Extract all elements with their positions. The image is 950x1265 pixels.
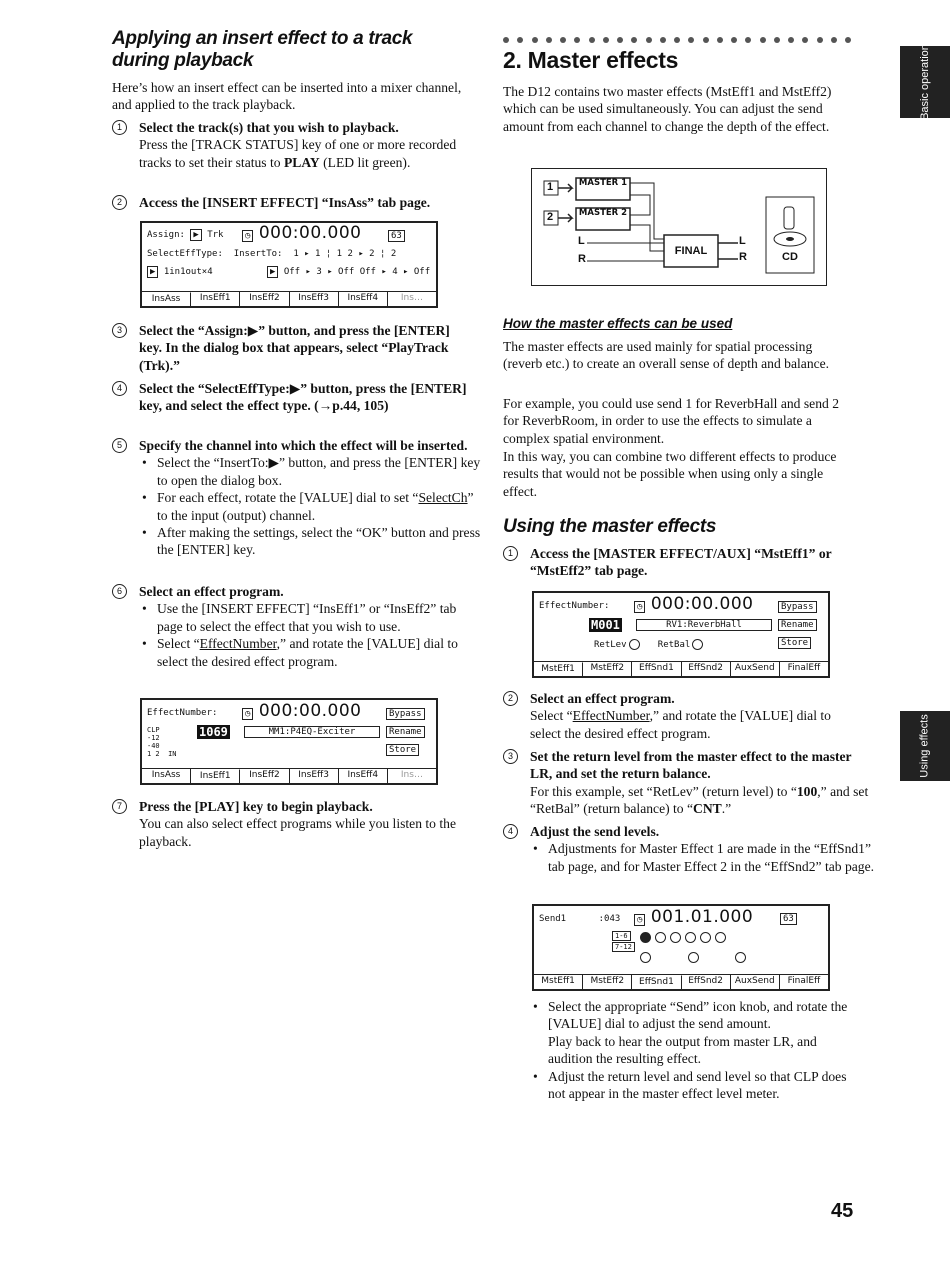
send-knobs-row-1	[638, 932, 728, 943]
step-5	[112, 437, 484, 559]
tab-ins-more[interactable]: Ins…	[400, 770, 423, 780]
send-knobs-row-2	[638, 952, 748, 963]
play-icon: ▶	[190, 229, 201, 241]
step-r3	[503, 748, 875, 818]
program-name[interactable]: RV1:ReverbHall	[636, 619, 772, 631]
bullet: • Adjustments for Master Effect 1 are made in the “EffSnd1” tab page, and for Master Effect 2 in the “EffSnd2” tab page.	[530, 840, 875, 875]
tab-bar	[534, 974, 828, 989]
effectnumber-label: EffectNumber:	[147, 708, 218, 718]
clock-icon: ◷	[634, 914, 645, 926]
tab-bar	[534, 661, 828, 676]
step-heading: Select an effect program.	[139, 584, 284, 599]
tab-msteff1[interactable]: MstEff1	[534, 975, 583, 989]
tab-insass[interactable]: InsAss	[142, 292, 191, 306]
diagram-cd: CD	[782, 251, 798, 263]
step-body	[530, 707, 865, 742]
insertto-label: InsertTo:	[233, 249, 283, 259]
step-r2	[503, 690, 865, 742]
diagram-master1: MASTER 1	[578, 178, 628, 188]
diagram-r-in: R	[578, 253, 586, 265]
bullet-text: ” to the input (output) channel.	[157, 490, 474, 523]
step-body	[530, 783, 875, 818]
step-number: 1	[503, 546, 518, 561]
channel-offs: Off ▸ 3 ▸ Off Off ▸ 4 ▸ Off	[283, 267, 431, 277]
step-heading: Access the [MASTER EFFECT/AUX] “MstEff1” or “MstEff2” tab page.	[530, 546, 832, 579]
step-number: 4	[503, 824, 518, 839]
step-text: Select “	[530, 708, 573, 724]
tab-inseff4[interactable]: InsEff4	[339, 292, 388, 306]
step-text: ,” and rotate the [VALUE] dial to select the desired effect program.	[530, 708, 831, 741]
send-label: Send1	[539, 914, 567, 924]
diagram-input-2: 2	[547, 211, 554, 223]
corner-indicator: 63	[780, 913, 797, 925]
step-2	[112, 194, 484, 211]
time-row	[242, 223, 362, 243]
step-7	[112, 798, 484, 850]
diagram-master2: MASTER 2	[578, 208, 628, 218]
channel-pair-2[interactable]: 7-12	[612, 942, 635, 952]
step-number: 2	[112, 195, 127, 210]
assign-value: Trk	[207, 230, 224, 240]
step-text: For this example, set “RetLev” (return level) to “	[530, 783, 797, 799]
step-heading: Select an effect program.	[530, 691, 675, 706]
tab-auxsend[interactable]: AuxSend	[731, 662, 780, 676]
corner-indicator: 63	[388, 230, 405, 242]
step-text: ,” and set “RetBal” (return balance) to “	[530, 783, 869, 817]
effect-type: 1in1out×4	[163, 267, 213, 277]
play-status: PLAY	[283, 154, 320, 170]
retlev-label: RetLev	[594, 640, 627, 650]
section-title-master: 2. Master effects	[503, 47, 679, 73]
step-r4	[503, 823, 875, 875]
retbal-value: CNT	[693, 801, 722, 817]
time-row	[634, 907, 753, 927]
seltype-row	[147, 249, 396, 259]
tab-effsnd1[interactable]: EffSnd1	[632, 662, 681, 676]
store-button[interactable]: Store	[778, 637, 811, 649]
level-meter: CLP -12 -40 1 2 IN	[147, 726, 177, 758]
how-paragraph-2: For example, you could use send 1 for ReverbHall and send 2 for ReverbRoom, in order to use the effects to simulate a complex spatial environment.	[503, 396, 839, 446]
lcd-insass-screen	[140, 221, 438, 308]
effectnumber-term: EffectNumber	[199, 636, 277, 652]
bullet	[139, 635, 484, 670]
retbal-knob-icon[interactable]	[692, 639, 703, 650]
send-knob-icon[interactable]	[670, 932, 681, 943]
step-heading: Select the “SelectEffType:▶” button, press the [ENTER] key, and select the effect type. (→p.44, 105)	[139, 381, 467, 414]
lcd-effsnd1-screen	[532, 904, 830, 991]
bullet: • After making the settings, select the “OK” button and press the [ENTER] key.	[139, 524, 484, 559]
step-r4-bullets	[530, 998, 848, 1102]
time-display: 000:00.000	[258, 701, 362, 721]
tab-ins-more[interactable]: Ins…	[400, 293, 423, 303]
assign-row	[147, 230, 223, 240]
time-display: 000:00.000	[650, 594, 754, 614]
time-display: 001.01.000	[650, 907, 754, 927]
side-tab-using-effects[interactable]	[900, 711, 950, 781]
rename-button[interactable]: Rename	[386, 726, 425, 738]
step-text: Press the [TRACK STATUS] key of one or more recorded tracks to set their status to	[139, 137, 457, 170]
send-knob-icon[interactable]	[640, 952, 651, 963]
tab-inseff3[interactable]: InsEff3	[290, 292, 339, 306]
step-heading: Press the [PLAY] key to begin playback.	[139, 799, 373, 814]
tab-effsnd2[interactable]: EffSnd2	[682, 662, 731, 676]
clock-icon: ◷	[242, 708, 253, 720]
send-knob-icon[interactable]	[700, 932, 711, 943]
effect-number[interactable]: M001	[591, 618, 620, 632]
step-number: 7	[112, 799, 127, 814]
bullet-text: Play back to hear the output from master LR, and audition the resulting effect.	[548, 1033, 817, 1067]
tab-inseff1[interactable]: InsEff1	[191, 769, 240, 783]
bypass-button[interactable]: Bypass	[778, 601, 817, 613]
program-name[interactable]: MM1:P4EQ-Exciter	[244, 726, 380, 738]
lcd-inseff1-screen	[140, 698, 438, 785]
tab-inseff2[interactable]: InsEff2	[240, 769, 289, 783]
offs-row	[267, 267, 430, 277]
tab-inseff4[interactable]: InsEff4	[339, 769, 388, 783]
bullet	[530, 998, 848, 1068]
intro-paragraph: Here’s how an insert effect can be inserted into a mixer channel, and applied to the track playback.	[112, 80, 462, 113]
step-heading: Specify the channel into which the effect will be inserted.	[139, 438, 468, 453]
side-tab-label: Using effects	[919, 714, 932, 778]
step-r1	[503, 545, 860, 580]
bullet-text: For each effect, rotate the [VALUE] dial to set “	[157, 490, 419, 506]
step-body: You can also select effect programs while you listen to the playback.	[139, 816, 456, 849]
tab-effsnd2[interactable]: EffSnd2	[682, 975, 731, 989]
tab-insass[interactable]: InsAss	[142, 769, 191, 783]
step-number: 2	[503, 691, 518, 706]
step-number: 6	[112, 584, 127, 599]
diagram-final: FINAL	[674, 245, 708, 257]
tab-msteff1[interactable]: MstEff1	[534, 662, 583, 676]
step-3	[112, 322, 467, 374]
tab-inseff3[interactable]: InsEff3	[290, 769, 339, 783]
tab-inseff2[interactable]: InsEff2	[240, 292, 289, 306]
assign-label: Assign:	[147, 230, 185, 240]
tab-finaleff[interactable]: FinalEff	[787, 976, 821, 986]
retbal-label: RetBal	[657, 640, 691, 650]
rename-button[interactable]: Rename	[778, 619, 817, 631]
bullet: • Adjust the return level and send level so that CLP does not appear in the master effect level meter.	[530, 1068, 848, 1103]
master-intro: The D12 contains two master effects (MstEff1 and MstEff2) which can be used simultaneously. You can adjust the send amount from each channel to change the depth of the effect.	[503, 84, 832, 134]
send-value: :043	[598, 914, 621, 924]
bypass-button[interactable]: Bypass	[386, 708, 425, 720]
effectnumber-term: EffectNumber	[572, 708, 650, 724]
store-button[interactable]: Store	[386, 744, 419, 756]
tab-msteff2[interactable]: MstEff2	[583, 975, 632, 989]
master-effects-diagram	[531, 168, 827, 286]
step-body	[139, 136, 484, 171]
step-number: 3	[112, 323, 127, 338]
time-row	[634, 594, 754, 614]
step-4	[112, 380, 477, 415]
step-number: 5	[112, 438, 127, 453]
send-knob-icon[interactable]	[685, 932, 696, 943]
tab-inseff1[interactable]: InsEff1	[191, 292, 240, 306]
diagram-l-out: L	[739, 235, 746, 247]
how-paragraph-3: In this way, you can combine two different effects to produce results that would not be possible when using only a single effect.	[503, 449, 837, 499]
step-number: 3	[503, 749, 518, 764]
step-text: .”	[721, 801, 732, 817]
send-knob-icon[interactable]	[688, 952, 699, 963]
step-text: (LED lit green).	[319, 154, 411, 170]
send-row	[539, 914, 620, 924]
play-icon: ▶	[267, 266, 278, 278]
play-icon: ▶	[147, 266, 158, 278]
section-divider-dots	[503, 37, 851, 43]
tab-bar	[142, 291, 436, 306]
effectnumber-label: EffectNumber:	[539, 601, 610, 611]
retlev-value: 100	[796, 783, 818, 799]
pen-icon	[784, 207, 794, 229]
type-row	[147, 267, 213, 277]
step-1	[112, 119, 484, 171]
side-tab-basic-operation[interactable]	[900, 46, 950, 118]
diagram-input-1: 1	[547, 181, 554, 193]
bullet: • Select the “InsertTo:▶” button, and press the [ENTER] key to open the dialog box.	[139, 454, 484, 489]
retlev-control	[594, 639, 705, 650]
time-display: 000:00.000	[258, 223, 362, 243]
bullet-text: • Select the appropriate “Send” icon knob, and rotate the [VALUE] dial to adjust the send amount.	[548, 999, 848, 1032]
send-knob-icon[interactable]	[640, 932, 651, 943]
send-knob-icon[interactable]	[655, 932, 666, 943]
step-number: 1	[112, 120, 127, 135]
retlev-knob-icon[interactable]	[629, 639, 640, 650]
lcd-msteff1-screen	[532, 591, 830, 678]
time-row	[242, 701, 362, 721]
step-heading: Access the [INSERT EFFECT] “InsAss” tab page.	[139, 195, 431, 210]
selectch-term: SelectCh	[418, 490, 468, 506]
step-heading: Adjust the send levels.	[530, 824, 660, 839]
channel-pair-1[interactable]: 1-6	[612, 931, 631, 941]
side-tab-label: Basic operation	[919, 44, 932, 120]
step-number: 4	[112, 381, 127, 396]
seltype-label: SelectEffType:	[147, 249, 223, 259]
step-heading: Select the track(s) that you wish to playback.	[139, 120, 399, 135]
bullet: • Use the [INSERT EFFECT] “InsEff1” or “InsEff2” tab page to select the effect that you wish to use.	[139, 600, 484, 635]
clock-icon: ◷	[634, 601, 645, 613]
tab-auxsend[interactable]: AuxSend	[731, 975, 780, 989]
diagram-l-in: L	[578, 235, 585, 247]
bullet	[139, 489, 484, 524]
bullet-text: ,” and rotate the [VALUE] dial to select the desired effect program.	[157, 636, 458, 669]
tab-finaleff[interactable]: FinalEff	[787, 663, 821, 673]
step-heading: Select the “Assign:▶” button, and press the [ENTER] key. In the dialog box that appears, select “PlayTrack (Trk).”	[139, 323, 450, 373]
section-title-insert: Applying an insert effect to a track during playback	[112, 28, 413, 71]
page-number: 45	[831, 1200, 854, 1222]
tab-msteff2[interactable]: MstEff2	[583, 662, 632, 676]
send-knob-icon[interactable]	[715, 932, 726, 943]
effect-number[interactable]: 1069	[199, 725, 228, 739]
tab-bar	[142, 768, 436, 783]
routing-values: 1 ▸ 1 ¦ 1 2 ▸ 2 ¦ 2	[293, 249, 397, 259]
subheading-how: How the master effects can be used	[503, 316, 733, 331]
step-6	[112, 583, 484, 670]
section-title-using: Using the master effects	[503, 516, 717, 537]
how-paragraph-1: The master effects are used mainly for spatial processing (reverb etc.) to create an overall sense of depth and balance.	[503, 339, 830, 372]
tab-effsnd1[interactable]: EffSnd1	[632, 975, 681, 989]
diagram-r-out: R	[739, 251, 747, 263]
bullet-text: Select “	[157, 636, 200, 652]
clock-icon: ◷	[242, 230, 253, 242]
step-heading: Set the return level from the master effect to the master LR, and set the return balance.	[530, 749, 852, 782]
send-knob-icon[interactable]	[735, 952, 746, 963]
